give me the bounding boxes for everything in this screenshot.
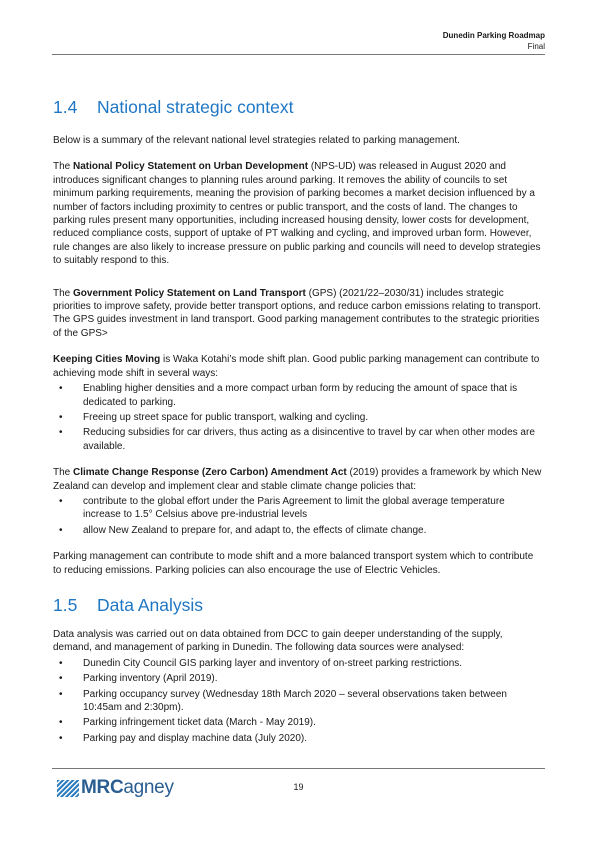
paragraph-nps-ud bbox=[53, 160, 544, 267]
page-number: 19 bbox=[293, 782, 304, 792]
list-item bbox=[53, 382, 544, 409]
logo-text-strong: MRC bbox=[81, 777, 124, 798]
page-content bbox=[53, 96, 544, 745]
section-title: Data Analysis bbox=[97, 594, 204, 615]
list-item bbox=[53, 657, 544, 670]
bullet-icon: • bbox=[59, 732, 63, 744]
section-number: 1.4 bbox=[53, 97, 78, 117]
list-item-text: Reducing subsidies for car drivers, thus acting as a disincentive to travel by car when other modes are available. bbox=[83, 427, 535, 452]
bold-term: Government Policy Statement on Land Transport bbox=[73, 287, 306, 299]
section-title: National strategic context bbox=[97, 97, 294, 117]
section-heading-1-4 bbox=[53, 96, 544, 118]
list-item-text: Freeing up street space for public transport, walking and cycling. bbox=[83, 411, 369, 423]
header-divider bbox=[52, 54, 545, 55]
list-item-text: contribute to the global effort under the Paris Agreement to limit the global average temperature increase to 1.5° Celsius above pre-industrial levels bbox=[83, 495, 505, 521]
bullet-list-data-sources bbox=[53, 657, 544, 745]
bullet-icon: • bbox=[59, 524, 63, 536]
list-item bbox=[53, 495, 544, 522]
bullet-list-mode-shift bbox=[53, 382, 544, 453]
list-item-text: Parking occupancy survey (Wednesday 18th March 2020 – several observations taken between 10:45am and 2:30pm). bbox=[83, 688, 507, 713]
logo-text-light: agney bbox=[123, 777, 174, 798]
list-item bbox=[53, 732, 544, 745]
paragraph-keeping-cities-moving bbox=[53, 353, 544, 380]
list-item bbox=[53, 716, 544, 729]
bold-term: Keeping Cities Moving bbox=[53, 354, 161, 366]
section-heading-1-5 bbox=[53, 594, 544, 616]
bullet-icon: • bbox=[59, 673, 63, 685]
document-title: Dunedin Parking Roadmap bbox=[442, 31, 545, 40]
list-item-text: allow New Zealand to prepare for, and adapt to, the effects of climate change. bbox=[83, 524, 427, 536]
paragraph-climate-change bbox=[53, 466, 544, 493]
bullet-icon: • bbox=[59, 688, 63, 700]
list-item bbox=[53, 411, 544, 424]
bullet-list-climate bbox=[53, 495, 544, 537]
bullet-icon: • bbox=[59, 383, 63, 395]
text: (GPS) (2021/22–2030/31) includes strategic priorities to improve safety, provide better transport options, and reduce carbon emissions relating to transport. The GPS guides investment in land transport. Good parking management contributes to the strategic priorities of the GPS> bbox=[53, 287, 541, 339]
list-item-text: Enabling higher densities and a more compact urban form by reducing the amount of space that is dedicated to parking. bbox=[83, 383, 518, 408]
list-item bbox=[53, 672, 544, 685]
section-intro: Data analysis was carried out on data obtained from DCC to gain deeper understanding of the supply, demand, and management of parking in Dunedin. The following data sources were analysed: bbox=[53, 628, 503, 654]
paragraph-gps bbox=[53, 287, 544, 341]
text: is Waka Kotahi’s mode shift plan. Good public parking management can contribute to achieving mode shift in several ways: bbox=[53, 354, 540, 379]
list-item bbox=[53, 688, 544, 715]
list-item bbox=[53, 524, 544, 537]
page-header bbox=[443, 30, 545, 52]
document-status: Final bbox=[527, 42, 545, 51]
text: The bbox=[53, 287, 74, 299]
text: The bbox=[53, 467, 74, 479]
list-item bbox=[53, 426, 544, 453]
list-item-text: Parking pay and display machine data (July 2020). bbox=[83, 732, 308, 744]
bullet-icon: • bbox=[59, 495, 63, 507]
bullet-icon: • bbox=[59, 717, 63, 729]
bold-term: National Policy Statement on Urban Development bbox=[73, 161, 309, 173]
list-item-text: Parking infringement ticket data (March - May 2019). bbox=[83, 717, 316, 729]
bullet-icon: • bbox=[59, 657, 63, 669]
text: (NPS-UD) was released in August 2020 and introduces significant changes to planning rules around parking. It removes the ability of councils to set minimum parking requirements, meaning the provision of parking becomes a market decision influenced by a number of factors including proximity to centres or public transport, and the costs of land. The changes to parking rules present many opportunities, including increased housing density, lower costs for development, reduced compliance costs, support of uptake of PT walking and cycling, and improved urban form. However, rule changes are also likely to increase pressure on public parking and councils will need to develop strategies to suitably respond to this. bbox=[53, 161, 541, 267]
text: (2019) provides a framework by which New Zealand can develop and implement clear and stable climate change policies that: bbox=[53, 467, 542, 492]
list-item-text: Parking inventory (April 2019). bbox=[83, 673, 218, 685]
bullet-icon: • bbox=[59, 427, 63, 439]
paragraph-closing: Parking management can contribute to mode shift and a more balanced transport system which to contribute to reducing emissions. Parking policies can also encourage the use of Electric Vehicles. bbox=[53, 551, 534, 576]
list-item-text: Dunedin City Council GIS parking layer and inventory of on-street parking restrictions. bbox=[83, 657, 463, 669]
footer-divider bbox=[52, 768, 545, 769]
bold-term: Climate Change Response (Zero Carbon) Amendment Act bbox=[73, 467, 347, 479]
section-intro: Below is a summary of the relevant national level strategies related to parking management. bbox=[53, 135, 460, 146]
section-number: 1.5 bbox=[53, 594, 78, 615]
text: The bbox=[53, 161, 74, 173]
bullet-icon: • bbox=[59, 411, 63, 423]
